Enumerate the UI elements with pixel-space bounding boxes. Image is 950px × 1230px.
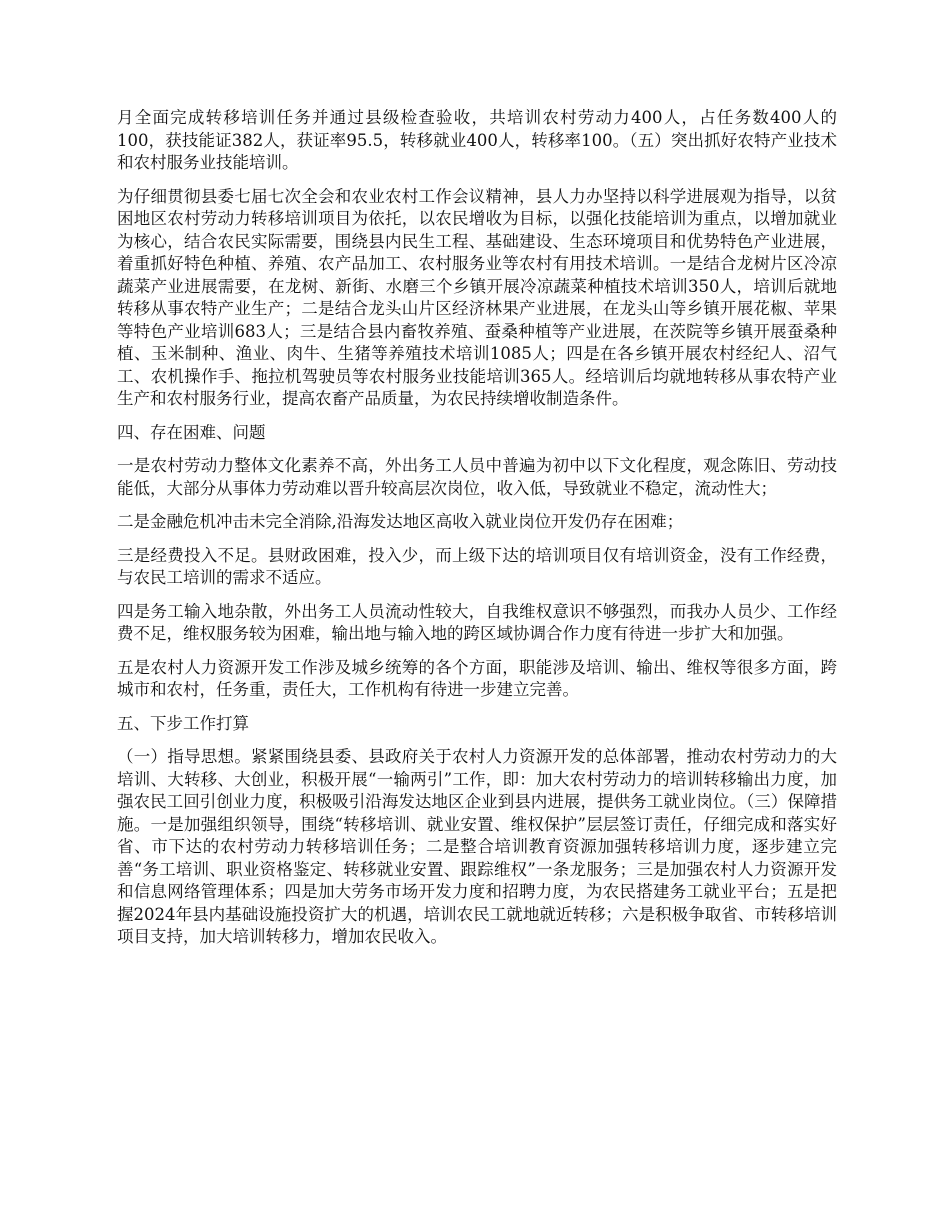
section-heading-difficulties: 四、存在困难、问题 — [117, 422, 266, 442]
paragraph-difficulty-4: 四是务工输入地杂散，外出务工人员流动性较大，自我维权意识不够强烈，而我办人员少、工作经费不足，维权服务较为困难，输出地与输入地的跨区域协调合作力度有待进一步扩大和加强。 — [117, 601, 837, 643]
paragraph-difficulty-3: 三是经费投入不足。县财政困难，投入少，而上级下达的培训项目仅有培训资金，没有工作经费，与农民工培训的需求不适应。 — [117, 545, 837, 587]
document-body — [117, 107, 837, 960]
paragraph-skills-training: 为仔细贯彻县委七届七次全会和农业农村工作会议精神，县人力办坚持以科学进展观为指导，以贫困地区农村劳动力转移培训项目为依托，以农民增收为目标，以强化技能培训为重点，以增加就业为核心，结合农民实际需要，围绕县内民生工程、基础建设、生态环境项目和优势特色产业进展，着重抓好特色种植、养殖、农产品加工、农村服务业等农村有用技术培训。一是结合龙树片区冷凉蔬菜产业进展需要，在龙树、新街、水磨三个乡镇开展冷凉蔬菜种植技术培训350人，培训后就地转移从事农特产业生产；二是结合龙头山片区经济林果产业进展，在龙头山等乡镇开展花椒、苹果等特色产业培训683人；三是结合县内畜牧养殖、蚕桑种植等产业进展，在茨院等乡镇开展蚕桑种植、玉米制种、渔业、肉牛、生猪等养殖技术培训1085人；四是在各乡镇开展农村经纪人、沼气工、农机操作手、拖拉机驾驶员等农村服务业技能培训365人。经培训后均就地转移从事农特产业生产和农村服务行业，提高农畜产品质量，为农民持续增收制造条件。 — [117, 186, 837, 408]
paragraph-difficulty-5: 五是农村人力资源开发工作涉及城乡统筹的各个方面，职能涉及培训、输出、维权等很多方面，跨城市和农村，任务重，责任大，工作机构有待进一步建立完善。 — [117, 657, 837, 699]
paragraph-guiding-ideas: （一）指导思想。紧紧围绕县委、县政府关于农村人力资源开发的总体部署，推动农村劳动力的大培训、大转移、大创业，积极开展“一输两引”工作，即：加大农村劳动力的培训转移输出力度，加强农民工回引创业力度，积极吸引沿海发达地区企业到县内进展，提供务工就业岗位。（三）保障措施。一是加强组织领导，围绕“转移培训、就业安置、维权保护”层层签订责任，仔细完成和落实好省、市下达的农村劳动力转移培训任务；二是整合培训教育资源加强转移培训力度，逐步建立完善“务工培训、职业资格鉴定、转移就业安置、跟踪维权”一条龙服务；三是加强农村人力资源开发和信息网络管理体系；四是加大劳务市场开发力度和招聘力度，为农民搭建务工就业平台；五是把握2024年县内基础设施投资扩大的机遇，培训农民工就地就近转移；六是积极争取省、市转移培训项目支持，加大培训转移力，增加农民收入。 — [117, 747, 837, 946]
paragraph-difficulty-1: 一是农村劳动力整体文化素养不高，外出务工人员中普遍为初中以下文化程度，观念陈旧、劳动技能低，大部分从事体力劳动难以晋升较高层次岗位，收入低，导致就业不稳定，流动性大； — [117, 456, 837, 498]
paragraph-difficulty-2: 二是金融危机冲击未完全消除,沿海发达地区高收入就业岗位开发仍存在困难； — [117, 512, 684, 531]
section-heading-next-steps: 五、下步工作打算 — [117, 713, 249, 733]
paragraph-training-results: 月全面完成转移培训任务并通过县级检查验收，共培训农村劳动力400人，占任务数400人的100，获技能证382人，获证率95.5，转移就业400人，转移率100。（五）突出抓好农特产业技术和农村服务业技能培训。 — [117, 108, 837, 172]
